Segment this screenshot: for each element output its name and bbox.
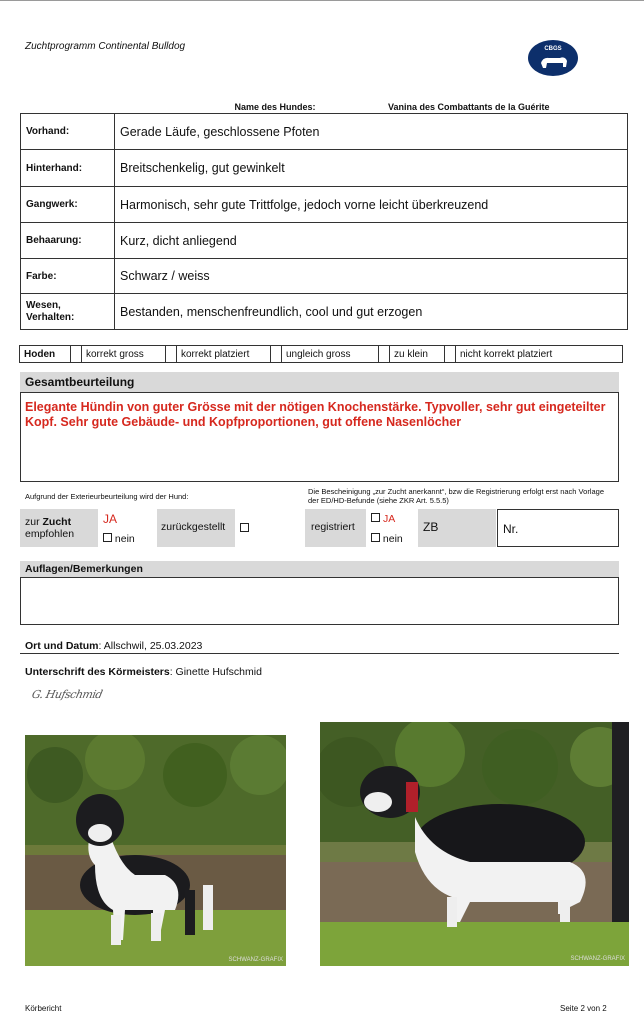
hoden-option: korrekt gross: [82, 346, 166, 363]
handwritten-signature: G. Hufschmid: [30, 688, 104, 701]
hoden-table: [19, 345, 623, 363]
table-row: [21, 150, 628, 187]
page-number: Seite 2 von 2: [560, 1004, 607, 1013]
recommended-label-bold: Zucht: [42, 516, 72, 528]
deferred-label-cell: [157, 509, 235, 547]
signature-line: [25, 666, 262, 678]
hoden-option: zu klein: [390, 346, 445, 363]
assessment-value: Schwarz / weiss: [115, 259, 628, 294]
assessment-label: Vorhand:: [21, 114, 115, 150]
svg-text:CBGS: CBGS: [544, 46, 562, 52]
place-date-label: Ort und Datum: [25, 640, 99, 652]
registration-note: Die Bescheinigung „zur Zucht anerkannt“, bzw die Registrierung erfolgt erst nach Vorlage der ED/HD-Befunde (siehe ZKR Art. 5.5.5): [308, 487, 604, 505]
hoden-option: ungleich gross: [282, 346, 379, 363]
ja2-checkbox[interactable]: [371, 513, 380, 522]
svg-text:SCHWANZ-GRAFIX: SCHWANZ-GRAFIX: [570, 956, 625, 962]
hoden-checkbox[interactable]: [445, 346, 456, 363]
table-row: [21, 223, 628, 259]
assessment-label: Wesen, Verhalten:: [21, 294, 115, 330]
table-row: [21, 294, 628, 330]
assessment-value: Harmonisch, sehr gute Trittfolge, jedoch vorne leicht überkreuzend: [115, 187, 628, 223]
assessment-label: Farbe:: [21, 259, 115, 294]
dog-name: Vanina des Combattants de la Guérite: [388, 102, 550, 112]
hoden-label: Hoden: [20, 346, 71, 363]
recommended-label-cell: [20, 509, 98, 547]
table-row: [21, 259, 628, 294]
place-date-value: : Allschwil, 25.03.2023: [98, 640, 203, 652]
deferred-label: zurückgestellt: [161, 521, 226, 533]
footer-left: Körbericht: [25, 1004, 62, 1013]
assessment-value: Kurz, dicht anliegend: [115, 223, 628, 259]
nein-option: [103, 533, 135, 545]
assessment-label: Hinterhand:: [21, 150, 115, 187]
nein-label: nein: [114, 533, 135, 545]
hoden-checkbox[interactable]: [271, 346, 282, 363]
assessment-label: Behaarung:: [21, 223, 115, 259]
decision-note: Aufgrund der Exterieurbeurteilung wird der Hund:: [25, 492, 189, 501]
assessment-label: Gangwerk:: [21, 187, 115, 223]
nein2-label: nein: [382, 533, 403, 545]
table-row: [21, 187, 628, 223]
overall-assessment-heading: Gesamtbeurteilung: [20, 372, 619, 392]
zb-label: ZB: [423, 520, 439, 534]
overall-assessment-text: Elegante Hündin von guter Grösse mit der nötigen Knochenstärke. Typvoller, sehr gut eingeteilter Kopf. Sehr gute Gebäude- und Kopfproportionen, gut offene Nasenlöcher: [25, 400, 606, 429]
table-row: [20, 346, 623, 363]
ja2-label: JA: [383, 513, 396, 525]
signature-label: Unterschrift des Körmeisters: [25, 666, 170, 678]
nein2-checkbox[interactable]: [371, 533, 380, 542]
remarks-heading: Auflagen/Bemerkungen: [20, 561, 619, 577]
remarks-box: [20, 577, 619, 625]
deferred-checkbox[interactable]: [240, 523, 249, 532]
hoden-option: korrekt platziert: [177, 346, 271, 363]
dog-photo-side-image: [320, 722, 629, 966]
nein2-option: [371, 533, 403, 545]
dog-photo-front-image: [25, 735, 286, 966]
svg-text:SCHWANZ-GRAFIX: SCHWANZ-GRAFIX: [228, 957, 283, 963]
dog-name-label: Name des Hundes:: [234, 102, 316, 112]
nr-field[interactable]: [497, 509, 619, 547]
nr-label: Nr.: [503, 522, 519, 536]
assessment-value: Breitschenkelig, gut gewinkelt: [115, 150, 628, 187]
ja2-option: [371, 513, 395, 525]
dog-photo-front: [25, 735, 286, 966]
divider: [20, 653, 619, 654]
hoden-checkbox[interactable]: [166, 346, 177, 363]
ja-mark: JA: [103, 512, 118, 526]
cbgs-logo: [527, 39, 579, 77]
hoden-checkbox[interactable]: [71, 346, 82, 363]
assessment-value: Bestanden, menschenfreundlich, cool und gut erzogen: [115, 294, 628, 330]
assessment-table: [20, 113, 628, 330]
place-date: [25, 640, 202, 652]
recommended-label: zur Zucht empfohlen: [25, 516, 75, 540]
registered-label-cell: [305, 509, 366, 547]
signature-value: : Ginette Hufschmid: [169, 666, 262, 678]
dog-photo-side: [320, 722, 629, 966]
hoden-option: nicht korrekt platziert: [456, 346, 623, 363]
registered-label: registriert: [311, 521, 355, 533]
assessment-value: Gerade Läufe, geschlossene Pfoten: [115, 114, 628, 150]
dog-name-line: [0, 102, 644, 112]
zb-cell: [418, 509, 496, 547]
program-title: Zuchtprogramm Continental Bulldog: [25, 41, 186, 52]
table-row: [21, 114, 628, 150]
top-rule: [0, 0, 644, 1]
hoden-checkbox[interactable]: [379, 346, 390, 363]
nein-checkbox[interactable]: [103, 533, 112, 542]
